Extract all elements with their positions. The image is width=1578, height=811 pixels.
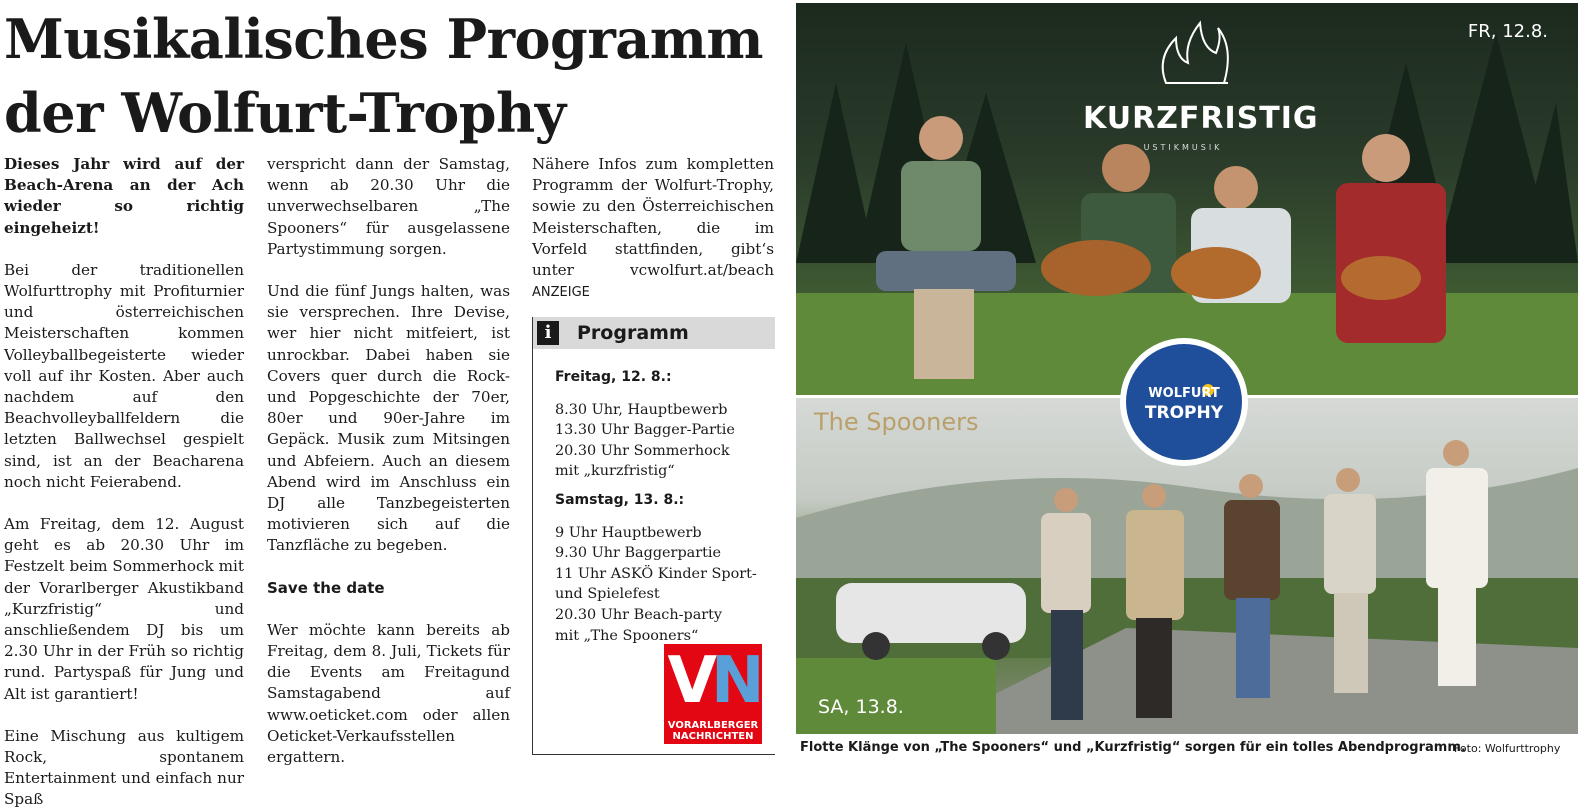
article-column-2	[267, 154, 510, 768]
vn-logo-text	[664, 720, 762, 742]
paragraph: Wer möchte kann bereits ab Freitag, dem 8. Juli, Tickets für die Events am Freitagund Samstagabend auf www.oeticket.com oder allen Oeticket-Verkaufsstellen ergattern.	[267, 620, 510, 767]
headline-line-1: Musikalisches Programm	[4, 7, 764, 71]
friday-items: 8.30 Uhr, Hauptbewerb 13.30 Uhr Bagger-Partie 20.30 Uhr Sommerhock mit „kurzfristig“	[555, 401, 735, 480]
vn-logo-line-2: NACHRICHTEN	[672, 731, 754, 742]
photo-credit: Foto: Wolfurttrophy	[1454, 742, 1561, 755]
info-icon: i	[537, 321, 559, 345]
subheading-save-the-date: Save the date	[267, 578, 385, 597]
friday-label: Freitag, 12. 8.:	[555, 369, 672, 385]
photo-date-saturday: SA, 13.8.	[818, 696, 904, 718]
spooners-wordmark: The Spooners	[814, 408, 979, 436]
lead-paragraph: Dieses Jahr wird auf der Beach-Arena an der Ach wieder so richtig eingeheizt!	[4, 155, 244, 237]
anzeige-label: ANZEIGE	[532, 285, 590, 301]
kurzfristig-subline: USTIKMUSIK	[1143, 143, 1223, 152]
photo-date-friday: FR, 12.8.	[1467, 21, 1548, 42]
headline-line-2: der Wolfurt-Trophy	[4, 81, 566, 145]
programm-list	[555, 367, 773, 654]
programm-title: Programm	[577, 322, 689, 344]
photo-caption: Flotte Klänge von „The Spooners“ und „Kurzfristig“ sorgen für ein tolles Abendprogramm.	[800, 740, 1466, 755]
programm-header	[533, 317, 775, 349]
article-column-1	[4, 154, 244, 811]
wolfurt-trophy-logo-badge	[1126, 344, 1242, 460]
paragraph: Am Freitag, dem 12. August geht es ab 20.30 Uhr im Festzelt beim Sommerhock mit der Vorarlberger Akustikband „Kurzfristig“ und anschließendem DJ bis um 2.30 Uhr in der Früh so richtig rund. Partyspaß für Jung und Alt ist garantiert!	[4, 515, 244, 703]
paragraph: Eine Mischung aus kultigem Rock, spontanem Entertainment und einfach nur Spaß	[4, 726, 244, 809]
headline	[4, 2, 784, 150]
saturday-label: Samstag, 13. 8.:	[555, 491, 685, 508]
vn-letter-n: N	[710, 644, 759, 718]
info-text: Nähere Infos zum kompletten Programm der Wolfurt-Trophy, sowie zu den Österreichischen Meisterschaften, die im Vorfeld stattfinden, gibt‘s unter vcwolfurt.at/beach	[532, 155, 774, 280]
vn-logo-line-1: VORARLBERGER	[667, 720, 759, 731]
info-paragraph	[532, 154, 774, 303]
vn-logo-letters	[664, 646, 762, 716]
trophy-logo-line-2: TROPHY	[1144, 403, 1224, 423]
trophy-logo-line-1: WOLFURT	[1148, 386, 1220, 401]
article-column-3	[532, 154, 774, 303]
wolfurt-trophy-logo	[1120, 338, 1248, 466]
vn-letter-v: V	[667, 644, 711, 718]
photo-kurzfristig-scene	[796, 3, 1578, 395]
kurzfristig-wordmark: KURZFRISTIG	[1083, 101, 1319, 136]
saturday-items: 9 Uhr Hauptbewerb 9.30 Uhr Baggerpartie 11 Uhr ASKÖ Kinder Sport- und Spielefest 20.30 Uhr Beach-party mit „The Spooners“	[555, 524, 757, 644]
paragraph: Und die fünf Jungs halten, was sie versprechen. Ihre Devise, wer hier nicht mitfeiert, ist unrockbar. Dabei haben sie Covers quer durch die Rock- und Popgeschichte der 70er, 80er und 90er-Jahre im Gepäck. Musik zum Mitsingen und Abfeiern. Auch an diesem Abend wird im Anschluss ein DJ alle Tanzbegeisterten motivieren sich auf die Tanzfläche zu begeben.	[267, 282, 510, 555]
photo-kurzfristig	[796, 3, 1578, 395]
paragraph: verspricht dann der Samstag, wenn ab 20.30 Uhr die unverwechselbaren „The Spooners“ für ausgelassene Partystimmung sorgen.	[267, 155, 510, 258]
paragraph: Bei der traditionellen Wolfurttrophy mit Profiturnier und österreichischen Meisterschaften kommen Volleyballbegeisterte wieder voll auf ihr Kosten. Aber auch nachdem auf den Beachvolleyballfeldern die letzten Ballwechsel gespielt sind, ist an der Beacharena noch nicht Feierabend.	[4, 260, 244, 491]
vn-logo	[664, 644, 762, 744]
